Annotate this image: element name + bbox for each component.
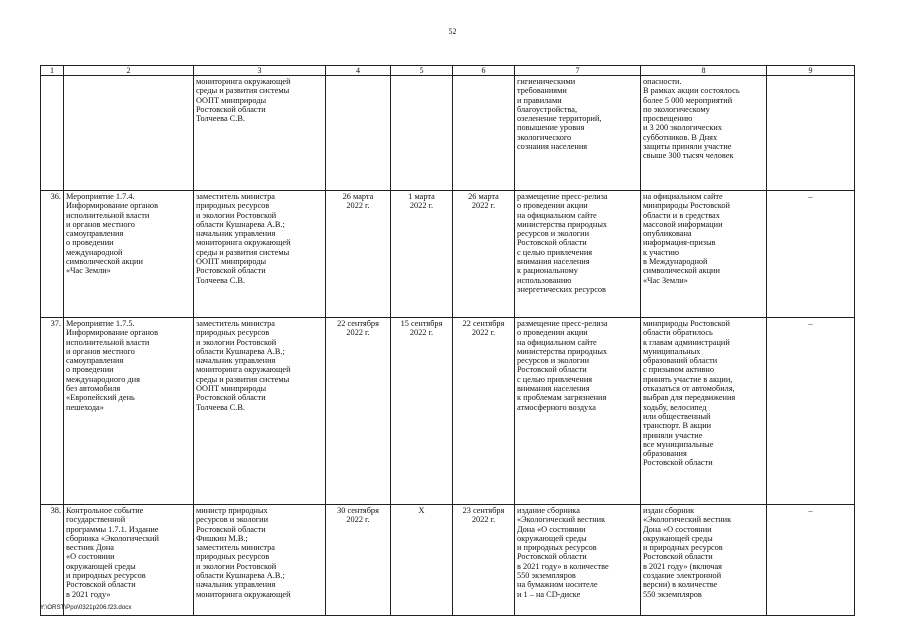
column-number-7: 7: [515, 66, 641, 76]
cell-planned-date: 26 марта 2022 г.: [326, 191, 391, 318]
cell-row-number: 36.: [41, 191, 64, 318]
cell-actual-result: опасности. В рамках акции состоялось более 5 000 мероприятий по экологическому просвещению и 3 200 экологических субботников. В Днях защиты приняли участие свыше 300 тысяч человек: [641, 76, 767, 191]
cell-responsible: министр природных ресурсов и экологии Ростовской области Фишкин М.В.; заместитель министра природных ресурсов и экологии Ростовской области Кушнарева А.В.; начальник управления мониторинга окружающей: [194, 505, 326, 616]
table-row: [41, 191, 855, 318]
cell-actual-result: на официальном сайте минприроды Ростовской области и в средствах массовой информации опубликована информация-призыв к участию в Международной символической акции «Час Земли»: [641, 191, 767, 318]
cell-start-date: 1 марта 2022 г.: [391, 191, 453, 318]
column-number-2: 2: [64, 66, 194, 76]
table-row-continuation: [41, 76, 855, 191]
column-number-8: 8: [641, 66, 767, 76]
cell-event-name: Контрольное событие государственной программы 1.7.1. Издание сборника «Экологический вестник Дона «О состоянии окружающей среды и природных ресурсов Ростовской области в 2021 году»: [64, 505, 194, 616]
cell-empty: [453, 76, 515, 191]
column-number-6: 6: [453, 66, 515, 76]
cell-end-date: 22 сентября 2022 г.: [453, 318, 515, 505]
cell-reasons: –: [767, 505, 855, 616]
cell-empty: [64, 76, 194, 191]
cell-expected-result: размещение пресс-релиза о проведении акции на официальном сайте министерства природных ресурсов и экологии Ростовской области с целью привлечения внимания населения к проблемам загрязнения атмосферного воздуха: [515, 318, 641, 505]
table-row: [41, 318, 855, 505]
cell-empty: [391, 76, 453, 191]
cell-event-name: Мероприятие 1.7.5. Информирование органов исполнительной власти и органов местного самоуправления о проведении международного дня без автомобиля «Европейский день пешехода»: [64, 318, 194, 505]
cell-actual-result: издан сборник «Экологический вестник Дона «О состоянии окружающей среды и природных ресурсов Ростовской области в 2021 году» (включая создание электронной версии) в количестве 550 экземпляров: [641, 505, 767, 616]
cell-row-number: 38.: [41, 505, 64, 616]
cell-empty: [326, 76, 391, 191]
cell-empty: [767, 76, 855, 191]
cell-reasons: –: [767, 191, 855, 318]
column-number-9: 9: [767, 66, 855, 76]
cell-responsible: мониторинга окружающей среды и развития системы ООПТ минприроды Ростовской области Толчеева С.В.: [194, 76, 326, 191]
cell-reasons: –: [767, 318, 855, 505]
column-number-1: 1: [41, 66, 64, 76]
cell-responsible: заместитель министра природных ресурсов и экологии Ростовской области Кушнарева А.В.; начальник управления мониторинга окружающей среды и развития системы ООПТ минприроды Ростовской области Толчеева С.В.: [194, 318, 326, 505]
table-row: [41, 505, 855, 616]
cell-expected-result: издание сборника «Экологический вестник Дона «О состоянии окружающей среды и природных ресурсов Ростовской области в 2021 году» в количестве 550 экземпляров на бумажном носителе и 1 – на CD-диске: [515, 505, 641, 616]
cell-start-date: X: [391, 505, 453, 616]
report-table: [40, 65, 855, 616]
document-file-path: Y:\ORST\Ppo\0321p206.f23.docx: [40, 604, 132, 611]
cell-end-date: 26 марта 2022 г.: [453, 191, 515, 318]
cell-expected-result: размещение пресс-релиза о проведении акции на официальном сайте министерства природных ресурсов и экологии Ростовской области с целью привлечения внимания населения к рациональному использованию энергетических ресурсов: [515, 191, 641, 318]
cell-planned-date: 30 сентября 2022 г.: [326, 505, 391, 616]
cell-responsible: заместитель министра природных ресурсов и экологии Ростовской области Кушнарева А.В.; начальник управления мониторинга окружающей среды и развития системы ООПТ минприроды Ростовской области Толчеева С.В.: [194, 191, 326, 318]
column-number-3: 3: [194, 66, 326, 76]
column-number-5: 5: [391, 66, 453, 76]
column-number-4: 4: [326, 66, 391, 76]
cell-empty: [41, 76, 64, 191]
cell-start-date: 15 сентября 2022 г.: [391, 318, 453, 505]
cell-event-name: Мероприятие 1.7.4. Информирование органов исполнительной власти и органов местного самоуправления о проведении международной символической акции «Час Земли»: [64, 191, 194, 318]
cell-actual-result: минприроды Ростовской области обратилось к главам администраций муниципальных образований области с призывом активно принять участие в акции, отказаться от автомобиля, выбрав для передвижения ходьбу, велосипед или общественный транспорт. В акции приняли участие все муниципальные образования Ростовской области: [641, 318, 767, 505]
cell-expected-result: гигиеническими требованиями и правилами благоустройства, озеленение территорий, повышение уровня экологического сознания населения: [515, 76, 641, 191]
page-number: 52: [448, 27, 457, 36]
cell-row-number: 37.: [41, 318, 64, 505]
cell-planned-date: 22 сентября 2022 г.: [326, 318, 391, 505]
cell-end-date: 23 сентября 2022 г.: [453, 505, 515, 616]
column-number-row: [41, 66, 855, 76]
